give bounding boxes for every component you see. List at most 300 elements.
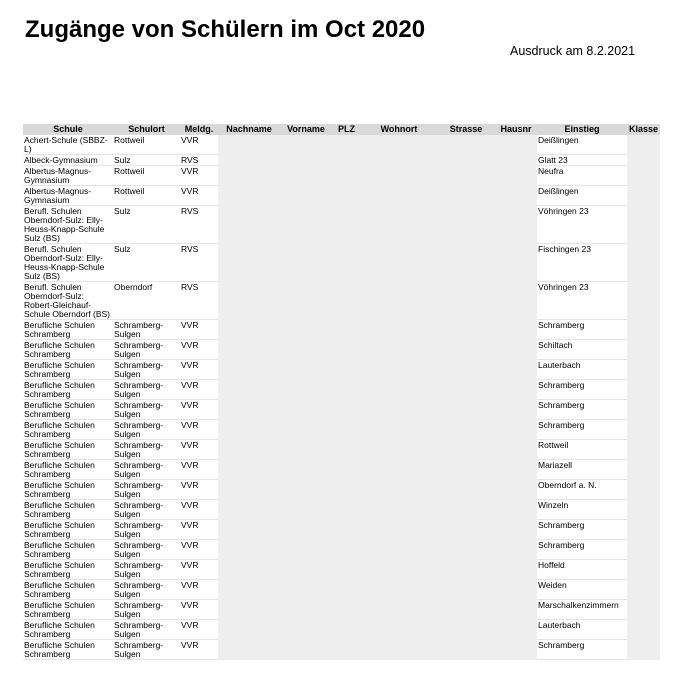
cell-schule: Berufliche Schulen Schramberg: [23, 600, 113, 620]
cell-meldg: VVR: [180, 600, 218, 620]
column-header-klasse: Klasse: [628, 124, 659, 134]
cell-vorname: [280, 540, 332, 560]
cell-schulort: Schramberg-Sulgen: [113, 400, 180, 420]
cell-hausnr: [495, 560, 537, 580]
cell-hausnr: [495, 580, 537, 600]
cell-schule: Berufliche Schulen Schramberg: [23, 320, 113, 340]
cell-hausnr: [495, 186, 537, 206]
cell-klasse: [627, 580, 660, 600]
cell-klasse: [627, 420, 660, 440]
cell-hausnr: [495, 166, 537, 186]
cell-einstieg: Schiltach: [537, 340, 627, 360]
cell-klasse: [627, 440, 660, 460]
cell-schule: Berufl. Schulen Oberndorf-Sulz: Elly-Heuss-Knapp-Schule Sulz (BS): [23, 206, 113, 244]
cell-meldg: RVS: [180, 155, 218, 166]
cell-schule: Albeck-Gymnasium: [23, 155, 113, 166]
cell-schule: Berufliche Schulen Schramberg: [23, 420, 113, 440]
cell-plz: [332, 380, 361, 400]
cell-klasse: [627, 600, 660, 620]
cell-plz: [332, 166, 361, 186]
cell-strasse: [437, 380, 495, 400]
cell-vorname: [280, 340, 332, 360]
cell-nachname: [218, 340, 280, 360]
cell-meldg: VVR: [180, 320, 218, 340]
column-header-einstieg: Einstieg: [537, 124, 627, 135]
cell-wohnort: [361, 520, 437, 540]
table-row: [23, 540, 660, 560]
cell-schule: Berufliche Schulen Schramberg: [23, 640, 113, 660]
cell-strasse: [437, 360, 495, 380]
cell-hausnr: [495, 420, 537, 440]
cell-schule: Achert-Schule (SBBZ-L): [23, 135, 113, 155]
cell-einstieg: Schramberg: [537, 540, 627, 560]
cell-einstieg: Winzeln: [537, 500, 627, 520]
cell-schule: Berufliche Schulen Schramberg: [23, 440, 113, 460]
cell-meldg: VVR: [180, 520, 218, 540]
cell-plz: [332, 540, 361, 560]
cell-schulort: Schramberg-Sulgen: [113, 580, 180, 600]
cell-wohnort: [361, 640, 437, 660]
cell-schule: Albertus-Magnus-Gymnasium: [23, 186, 113, 206]
cell-klasse: [627, 540, 660, 560]
cell-klasse: [627, 640, 660, 660]
cell-strasse: [437, 540, 495, 560]
cell-schulort: Schramberg-Sulgen: [113, 560, 180, 580]
cell-hausnr: [495, 282, 537, 320]
cell-klasse: [627, 360, 660, 380]
cell-wohnort: [361, 620, 437, 640]
cell-meldg: VVR: [180, 186, 218, 206]
cell-schulort: Schramberg-Sulgen: [113, 600, 180, 620]
cell-klasse: [627, 520, 660, 540]
cell-meldg: VVR: [180, 400, 218, 420]
cell-wohnort: [361, 360, 437, 380]
cell-nachname: [218, 155, 280, 166]
cell-nachname: [218, 420, 280, 440]
cell-vorname: [280, 186, 332, 206]
cell-einstieg: Lauterbach: [537, 620, 627, 640]
cell-einstieg: Marschalkenzimmern: [537, 600, 627, 620]
cell-schule: Berufliche Schulen Schramberg: [23, 520, 113, 540]
cell-schulort: Schramberg-Sulgen: [113, 460, 180, 480]
cell-einstieg: Fischingen 23: [537, 244, 627, 282]
cell-vorname: [280, 206, 332, 244]
cell-schule: Berufliche Schulen Schramberg: [23, 340, 113, 360]
cell-vorname: [280, 135, 332, 155]
cell-plz: [332, 580, 361, 600]
cell-schule: Berufliche Schulen Schramberg: [23, 500, 113, 520]
cell-vorname: [280, 480, 332, 500]
cell-wohnort: [361, 460, 437, 480]
cell-vorname: [280, 520, 332, 540]
cell-schulort: Rottweil: [113, 135, 180, 155]
cell-meldg: VVR: [180, 440, 218, 460]
cell-vorname: [280, 320, 332, 340]
table-row: [23, 155, 660, 166]
cell-klasse: [627, 244, 660, 282]
table-row: [23, 420, 660, 440]
cell-strasse: [437, 480, 495, 500]
cell-klasse: [627, 560, 660, 580]
cell-strasse: [437, 420, 495, 440]
cell-wohnort: [361, 155, 437, 166]
cell-klasse: [627, 340, 660, 360]
cell-nachname: [218, 166, 280, 186]
cell-vorname: [280, 500, 332, 520]
column-header-strasse: Strasse: [437, 124, 495, 135]
table-row: [23, 480, 660, 500]
cell-plz: [332, 320, 361, 340]
cell-wohnort: [361, 380, 437, 400]
cell-plz: [332, 560, 361, 580]
cell-nachname: [218, 206, 280, 244]
cell-hausnr: [495, 135, 537, 155]
cell-meldg: VVR: [180, 480, 218, 500]
cell-meldg: VVR: [180, 580, 218, 600]
cell-wohnort: [361, 320, 437, 340]
table-row: [23, 320, 660, 340]
cell-nachname: [218, 400, 280, 420]
cell-einstieg: Vöhringen 23: [537, 206, 627, 244]
cell-wohnort: [361, 206, 437, 244]
cell-plz: [332, 340, 361, 360]
cell-plz: [332, 400, 361, 420]
table-row: [23, 500, 660, 520]
cell-strasse: [437, 155, 495, 166]
cell-plz: [332, 600, 361, 620]
report-table: [23, 124, 660, 660]
cell-strasse: [437, 186, 495, 206]
cell-klasse: [627, 460, 660, 480]
cell-plz: [332, 500, 361, 520]
cell-vorname: [280, 380, 332, 400]
cell-plz: [332, 460, 361, 480]
table-row: [23, 580, 660, 600]
cell-plz: [332, 186, 361, 206]
cell-nachname: [218, 360, 280, 380]
cell-vorname: [280, 244, 332, 282]
report-table-container: [23, 124, 660, 677]
cell-meldg: RVS: [180, 206, 218, 244]
cell-meldg: VVR: [180, 620, 218, 640]
cell-schule: Berufliche Schulen Schramberg: [23, 460, 113, 480]
cell-strasse: [437, 206, 495, 244]
cell-nachname: [218, 620, 280, 640]
cell-hausnr: [495, 600, 537, 620]
table-row: [23, 186, 660, 206]
cell-meldg: VVR: [180, 420, 218, 440]
cell-hausnr: [495, 500, 537, 520]
cell-hausnr: [495, 340, 537, 360]
cell-vorname: [280, 620, 332, 640]
cell-hausnr: [495, 620, 537, 640]
cell-einstieg: Deißlingen: [537, 186, 627, 206]
cell-meldg: VVR: [180, 380, 218, 400]
cell-klasse: [627, 320, 660, 340]
cell-plz: [332, 244, 361, 282]
table-row: [23, 640, 660, 660]
cell-schulort: Schramberg-Sulgen: [113, 340, 180, 360]
cell-schulort: Sulz: [113, 155, 180, 166]
cell-strasse: [437, 244, 495, 282]
cell-schulort: Schramberg-Sulgen: [113, 440, 180, 460]
cell-schule: Albertus-Magnus-Gymnasium: [23, 166, 113, 186]
cell-nachname: [218, 580, 280, 600]
cell-hausnr: [495, 400, 537, 420]
cell-wohnort: [361, 480, 437, 500]
cell-schule: Berufliche Schulen Schramberg: [23, 580, 113, 600]
table-row: [23, 520, 660, 540]
cell-wohnort: [361, 500, 437, 520]
cell-klasse: [627, 206, 660, 244]
cell-klasse: [627, 135, 660, 155]
cell-schulort: Schramberg-Sulgen: [113, 320, 180, 340]
cell-schulort: Schramberg-Sulgen: [113, 540, 180, 560]
table-row: [23, 380, 660, 400]
cell-wohnort: [361, 540, 437, 560]
cell-vorname: [280, 460, 332, 480]
cell-meldg: VVR: [180, 640, 218, 660]
cell-hausnr: [495, 640, 537, 660]
cell-einstieg: Hoffeld: [537, 560, 627, 580]
column-header-plz: PLZ: [332, 124, 361, 135]
cell-plz: [332, 620, 361, 640]
cell-vorname: [280, 360, 332, 380]
cell-nachname: [218, 135, 280, 155]
cell-einstieg: Schramberg: [537, 420, 627, 440]
cell-schule: Berufliche Schulen Schramberg: [23, 480, 113, 500]
cell-hausnr: [495, 540, 537, 560]
cell-meldg: VVR: [180, 540, 218, 560]
column-header-schule: Schule: [23, 124, 113, 135]
cell-plz: [332, 640, 361, 660]
cell-wohnort: [361, 186, 437, 206]
cell-plz: [332, 206, 361, 244]
cell-meldg: VVR: [180, 135, 218, 155]
cell-vorname: [280, 560, 332, 580]
cell-schulort: Sulz: [113, 206, 180, 244]
cell-vorname: [280, 400, 332, 420]
cell-vorname: [280, 580, 332, 600]
cell-vorname: [280, 600, 332, 620]
cell-strasse: [437, 520, 495, 540]
table-row: [23, 440, 660, 460]
cell-schule: Berufliche Schulen Schramberg: [23, 380, 113, 400]
cell-wohnort: [361, 135, 437, 155]
cell-plz: [332, 420, 361, 440]
cell-strasse: [437, 166, 495, 186]
cell-nachname: [218, 244, 280, 282]
cell-schulort: Schramberg-Sulgen: [113, 620, 180, 640]
cell-nachname: [218, 480, 280, 500]
cell-meldg: VVR: [180, 166, 218, 186]
cell-strasse: [437, 282, 495, 320]
cell-wohnort: [361, 400, 437, 420]
cell-schulort: Rottweil: [113, 166, 180, 186]
cell-schule: Berufliche Schulen Schramberg: [23, 560, 113, 580]
cell-einstieg: Mariazell: [537, 460, 627, 480]
cell-plz: [332, 440, 361, 460]
cell-schulort: Schramberg-Sulgen: [113, 480, 180, 500]
cell-schulort: Schramberg-Sulgen: [113, 420, 180, 440]
cell-nachname: [218, 320, 280, 340]
column-header-hausnr: Hausnr: [495, 124, 537, 135]
cell-nachname: [218, 540, 280, 560]
cell-schulort: Schramberg-Sulgen: [113, 360, 180, 380]
cell-schulort: Schramberg-Sulgen: [113, 500, 180, 520]
cell-vorname: [280, 420, 332, 440]
table-row: [23, 282, 660, 320]
cell-vorname: [280, 155, 332, 166]
cell-wohnort: [361, 580, 437, 600]
table-row: [23, 560, 660, 580]
cell-schule: Berufl. Schulen Oberndorf-Sulz: Robert-Gleichauf-Schule Oberndorf (BS): [23, 282, 113, 320]
cell-strasse: [437, 320, 495, 340]
column-header-vorname: Vorname: [280, 124, 332, 135]
column-header-meldg: Meldg.: [180, 124, 218, 135]
cell-wohnort: [361, 560, 437, 580]
cell-schule: Berufliche Schulen Schramberg: [23, 400, 113, 420]
cell-nachname: [218, 380, 280, 400]
cell-hausnr: [495, 380, 537, 400]
cell-klasse: [627, 155, 660, 166]
cell-meldg: VVR: [180, 360, 218, 380]
cell-hausnr: [495, 460, 537, 480]
table-row: [23, 400, 660, 420]
cell-meldg: VVR: [180, 560, 218, 580]
cell-klasse: [627, 400, 660, 420]
cell-nachname: [218, 500, 280, 520]
report-title: Zugänge von Schülern im Oct 2020: [25, 16, 426, 43]
cell-schulort: Oberndorf: [113, 282, 180, 320]
cell-plz: [332, 155, 361, 166]
cell-einstieg: Rottweil: [537, 440, 627, 460]
cell-wohnort: [361, 244, 437, 282]
cell-wohnort: [361, 600, 437, 620]
cell-strasse: [437, 560, 495, 580]
cell-schulort: Schramberg-Sulgen: [113, 520, 180, 540]
cell-plz: [332, 480, 361, 500]
cell-einstieg: Lauterbach: [537, 360, 627, 380]
cell-schulort: Rottweil: [113, 186, 180, 206]
cell-einstieg: Schramberg: [537, 320, 627, 340]
cell-klasse: [627, 620, 660, 640]
cell-hausnr: [495, 440, 537, 460]
cell-nachname: [218, 600, 280, 620]
table-row: [23, 206, 660, 244]
cell-einstieg: Glatt 23: [537, 155, 627, 166]
cell-einstieg: Schramberg: [537, 640, 627, 660]
cell-strasse: [437, 440, 495, 460]
cell-hausnr: [495, 520, 537, 540]
cell-hausnr: [495, 155, 537, 166]
cell-einstieg: Neufra: [537, 166, 627, 186]
cell-nachname: [218, 282, 280, 320]
header-row: [23, 124, 660, 135]
column-header-schulort: Schulort: [113, 124, 180, 135]
cell-einstieg: Weiden: [537, 580, 627, 600]
cell-plz: [332, 135, 361, 155]
cell-einstieg: Vöhringen 23: [537, 282, 627, 320]
cell-schulort: Schramberg-Sulgen: [113, 640, 180, 660]
cell-strasse: [437, 500, 495, 520]
cell-klasse: [627, 166, 660, 186]
cell-schule: Berufliche Schulen Schramberg: [23, 360, 113, 380]
cell-schule: Berufliche Schulen Schramberg: [23, 620, 113, 640]
cell-nachname: [218, 460, 280, 480]
cell-einstieg: Schramberg: [537, 380, 627, 400]
table-row: [23, 135, 660, 155]
cell-nachname: [218, 520, 280, 540]
cell-strasse: [437, 600, 495, 620]
table-row: [23, 620, 660, 640]
cell-wohnort: [361, 282, 437, 320]
cell-klasse: [627, 282, 660, 320]
cell-vorname: [280, 166, 332, 186]
cell-wohnort: [361, 340, 437, 360]
cell-einstieg: Oberndorf a. N.: [537, 480, 627, 500]
cell-einstieg: Schramberg: [537, 520, 627, 540]
table-row: [23, 166, 660, 186]
cell-einstieg: Deißlingen: [537, 135, 627, 155]
table-row: [23, 360, 660, 380]
cell-strasse: [437, 400, 495, 420]
cell-nachname: [218, 560, 280, 580]
cell-nachname: [218, 640, 280, 660]
table-body: [23, 135, 660, 660]
column-header-wohnort: Wohnort: [361, 124, 437, 135]
cell-plz: [332, 282, 361, 320]
print-date: Ausdruck am 8.2.2021: [510, 44, 636, 58]
cell-nachname: [218, 186, 280, 206]
cell-plz: [332, 360, 361, 380]
cell-meldg: RVS: [180, 244, 218, 282]
cell-hausnr: [495, 320, 537, 340]
table-row: [23, 244, 660, 282]
cell-hausnr: [495, 480, 537, 500]
cell-meldg: VVR: [180, 460, 218, 480]
table-row: [23, 460, 660, 480]
cell-schule: Berufliche Schulen Schramberg: [23, 540, 113, 560]
cell-hausnr: [495, 206, 537, 244]
cell-klasse: [627, 186, 660, 206]
cell-meldg: VVR: [180, 340, 218, 360]
cell-vorname: [280, 282, 332, 320]
table-row: [23, 340, 660, 360]
cell-nachname: [218, 440, 280, 460]
cell-strasse: [437, 620, 495, 640]
cell-strasse: [437, 580, 495, 600]
cell-meldg: RVS: [180, 282, 218, 320]
cell-wohnort: [361, 440, 437, 460]
cell-vorname: [280, 640, 332, 660]
cell-schulort: Sulz: [113, 244, 180, 282]
cell-meldg: VVR: [180, 500, 218, 520]
column-header-nachname: Nachname: [218, 124, 280, 135]
cell-hausnr: [495, 360, 537, 380]
cell-vorname: [280, 440, 332, 460]
cell-klasse: [627, 480, 660, 500]
cell-strasse: [437, 640, 495, 660]
cell-wohnort: [361, 420, 437, 440]
cell-hausnr: [495, 244, 537, 282]
cell-strasse: [437, 135, 495, 155]
cell-schule: Berufl. Schulen Oberndorf-Sulz: Elly-Heuss-Knapp-Schule Sulz (BS): [23, 244, 113, 282]
cell-wohnort: [361, 166, 437, 186]
cell-strasse: [437, 340, 495, 360]
cell-strasse: [437, 460, 495, 480]
cell-klasse: [627, 380, 660, 400]
